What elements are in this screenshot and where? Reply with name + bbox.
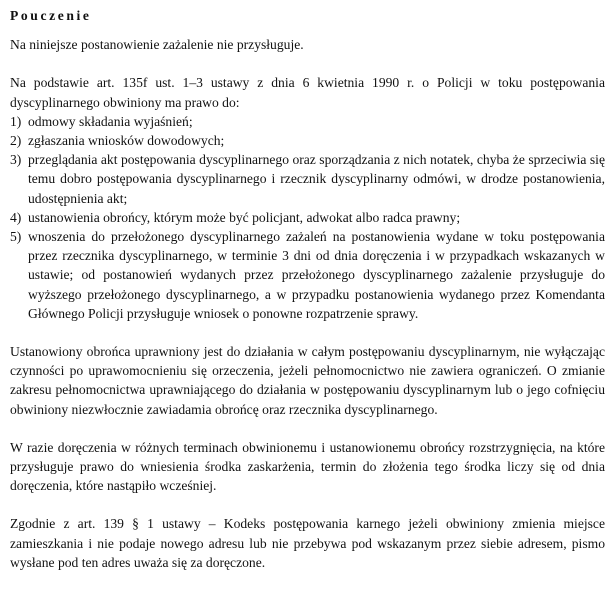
paragraph-defender: Ustanowiony obrońca uprawniony jest do działania w całym postępowaniu dyscyplinarnym, nie wyłączając czynności po uprawomocnieniu się orzeczenia, jeżeli pełnomocnictwo nie zawiera ograniczeń. O zmianie zakresu pełnomocnictwa uprawniającego do działania w postępowaniu dyscyplinarnym lub o jego cofnięciu obwiniony niezwłocznie zawiadamia obrońcę oraz rzecznika dyscyplinarnego. — [10, 344, 605, 417]
list-item — [10, 150, 605, 208]
list-item-text: wnoszenia do przełożonego dyscyplinarnego zażaleń na postanowienia wydane w toku postępowania przez rzecznika dyscyplinarnego, w terminie 3 dni od dnia doręczenia i w przypadkach wskazanych w ustawie; od postanowień wydanych przez przełożonego dyscyplinarnego zażalenie przysługuje do wyższego przełożonego dyscyplinarnego, a w przypadku postanowienia wydanego przez Komendanta Głównego Policji przysługuje wniosek o ponowne rozpatrzenie sprawy. — [28, 229, 605, 321]
list-item — [10, 112, 605, 131]
list-item-text: odmowy składania wyjaśnień; — [28, 113, 193, 129]
list-item-number: 3) — [10, 152, 22, 168]
rights-list — [10, 112, 605, 323]
paragraph-address-change: Zgodnie z art. 139 § 1 ustawy – Kodeks postępowania karnego jeżeli obwiniony zmienia miejsce zamieszkania i nie podaje nowego adresu lub nie przebywa pod wskazanym przez siebie adresem, pismo wysłane pod ten adres uważa się za doręczone. — [10, 516, 605, 570]
list-item-text: zgłaszania wniosków dowodowych; — [28, 133, 225, 149]
list-item-number: 2) — [10, 133, 22, 149]
list-item — [10, 227, 605, 323]
document-heading: Pouczenie — [10, 8, 92, 23]
list-item-number: 4) — [10, 209, 22, 225]
paragraph-no-appeal: Na niniejsze postanowienie zażalenie nie przysługuje. — [10, 37, 304, 53]
list-item — [10, 131, 605, 150]
list-item-text: ustanowienia obrońcy, którym może być policjant, adwokat albo radca prawny; — [28, 209, 461, 225]
list-item-text: przeglądania akt postępowania dyscyplinarnego oraz sporządzania z nich notatek, chyba że sprzeciwia się temu dobro postępowania dyscyplinarnego i rzecznik dyscyplinarny odmówi, w drodze postanowienia, udostępnienia akt; — [28, 152, 605, 206]
paragraph-delivery-terms: W razie doręczenia w różnych terminach obwinionemu i ustanowionemu obrońcy rozstrzygnięcia, na które przysługuje prawo do wniesienia środka zaskarżenia, termin do złożenia tego środka liczy się od dnia doręczenia, które nastąpiło wcześniej. — [10, 439, 605, 494]
list-item — [10, 208, 605, 227]
list-item-number: 5) — [10, 229, 22, 245]
list-item-number: 1) — [10, 113, 22, 129]
paragraph-rights-intro: Na podstawie art. 135f ust. 1–3 ustawy z dnia 6 kwietnia 1990 r. o Policji w toku postępowania dyscyplinarnego obwiniony ma prawo do: — [10, 75, 605, 110]
